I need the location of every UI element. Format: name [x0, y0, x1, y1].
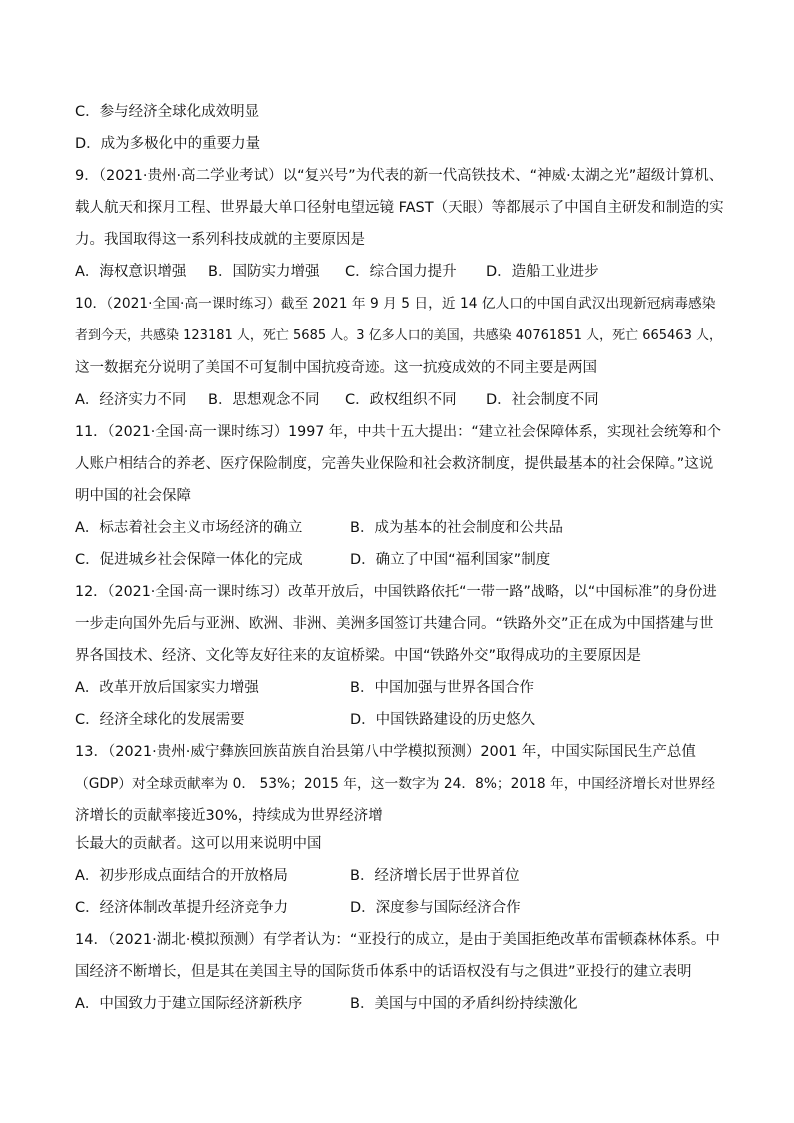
- q11-stem-line1: 11．（2021·全国·高一课时练习）1997 年，中共十五大提出：“建立社会保障体系，实现社会统筹和个: [75, 424, 722, 440]
- q11-option-b: B．成为基本的社会制度和公共品: [350, 520, 563, 536]
- q14-option-b: B．美国与中国的矛盾纠纷持续激化: [350, 996, 578, 1012]
- q9-stem-line2: 载人航天和探月工程、世界最大单口径射电望远镜 FAST（天眼）等都展示了中国自主研发和制造的实: [75, 200, 724, 216]
- q8-option-d: D．成为多极化中的重要力量: [75, 136, 261, 152]
- q13-option-b: B．经济增长居于世界首位: [350, 868, 520, 884]
- q12-option-a: A．改革开放后国家实力增强: [75, 680, 259, 696]
- q11-option-a: A．标志着社会主义市场经济的确立: [75, 520, 303, 536]
- q13-stem-line2: （GDP）对全球贡献率为 0． 53%；2015 年，这一数字为 24．8%；2018 年，中国经济增长对世界经: [75, 776, 715, 792]
- q11-stem-line2: 人账户相结合的养老、医疗保险制度，完善失业保险和社会救济制度，提供最基本的社会保障。”这说: [75, 456, 714, 472]
- q10-stem-line3: 这一数据充分说明了美国不可复制中国抗疫奇迹。这一抗疫成效的不同主要是两国: [75, 360, 597, 376]
- q9-option-b: B．国防实力增强: [208, 264, 320, 280]
- q13-option-a: A．初步形成点面结合的开放格局: [75, 868, 288, 884]
- q9-stem-line3: 力。我国取得这一系列科技成就的主要原因是: [75, 232, 365, 248]
- q13-stem-line4: 长最大的贡献者。这可以用来说明中国: [75, 836, 322, 852]
- q10-stem-line2: 者到今天，共感染 123181 人，死亡 5685 人。3 亿多人口的美国，共感染 40761851 人，死亡 665463 人，: [75, 328, 722, 343]
- q10-option-b: B．思想观念不同: [208, 392, 320, 408]
- q9-option-d: D．造船工业进步: [486, 264, 599, 280]
- q10-option-a: A．经济实力不同: [75, 392, 187, 408]
- q10-stem-line1: 10．（2021·全国·高一课时练习）截至 2021 年 9 月 5 日，近 14 亿人口的中国自武汉出现新冠病毒感染: [75, 296, 716, 312]
- q13-stem-line1: 13．（2021·贵州·威宁彝族回族苗族自治县第八中学模拟预测）2001 年，中国实际国民生产总值: [75, 744, 696, 760]
- q10-option-c: C．政权组织不同: [345, 392, 457, 408]
- q12-option-d: D．中国铁路建设的历史悠久: [350, 712, 536, 728]
- q14-stem-line1: 14．（2021·湖北·模拟预测）有学者认为：“亚投行的成立，是由于美国拒绝改革布雷顿森林体系。中: [75, 932, 720, 948]
- q13-stem-line3: 济增长的贡献率接近30%，持续成为世界经济增: [75, 808, 383, 824]
- q12-stem-line2: 一步走向国外先后与亚洲、欧洲、非洲、美洲多国签订共建合同。“铁路外交”正在成为中国搭建与世: [75, 616, 714, 632]
- q13-option-c: C．经济体制改革提升经济竞争力: [75, 900, 289, 916]
- q9-option-c: C．综合国力提升: [345, 264, 457, 280]
- q14-stem-line2: 国经济不断增长，但是其在美国主导的国际货币体系中的话语权没有与之俱进”亚投行的建立表明: [75, 964, 692, 980]
- q12-option-c: C．经济全球化的发展需要: [75, 712, 245, 728]
- q11-stem-line3: 明中国的社会保障: [75, 488, 191, 504]
- q9-stem-line1: 9．（2021·贵州·高二学业考试）以“复兴号”为代表的新一代高铁技术、“神威·太湖之光”超级计算机、: [75, 168, 724, 184]
- q11-option-c: C．促进城乡社会保障一体化的完成: [75, 552, 303, 568]
- q12-option-b: B．中国加强与世界各国合作: [350, 680, 534, 696]
- q10-option-d: D．社会制度不同: [486, 392, 599, 408]
- q11-option-d: D．确立了中国“福利国家”制度: [350, 552, 551, 568]
- q13-option-d: D．深度参与国际经济合作: [350, 900, 521, 916]
- q12-stem-line3: 界各国技术、经济、文化等友好往来的友谊桥梁。中国“铁路外交”取得成功的主要原因是: [75, 648, 642, 664]
- q14-option-a: A．中国致力于建立国际经济新秩序: [75, 996, 303, 1012]
- q8-option-c: C．参与经济全球化成效明显: [75, 104, 260, 120]
- q9-option-a: A．海权意识增强: [75, 264, 187, 280]
- q12-stem-line1: 12．（2021·全国·高一课时练习）改革开放后，中国铁路依托“一带一路”战略，以“中国标准”的身份进: [75, 584, 717, 600]
